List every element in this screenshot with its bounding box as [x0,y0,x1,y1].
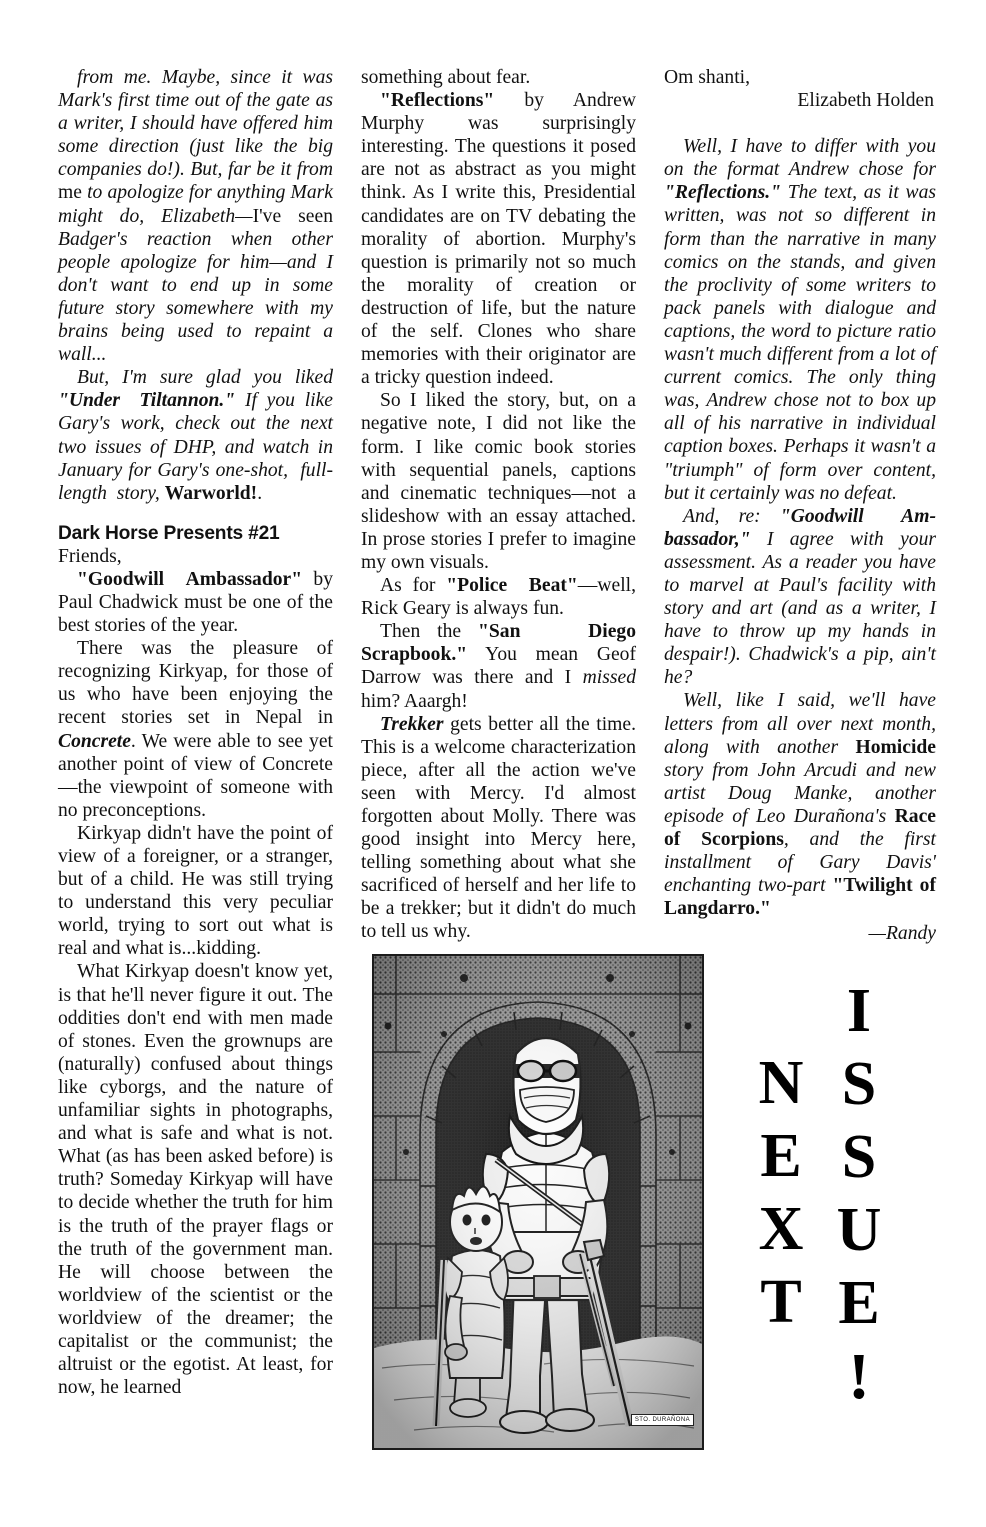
paragraph: Well, like I said, we'll have letters from all over next month, along with another Homicide story from John Arcudi and new artist Doug Manke, another episode of Leo Durañona's Race of Scorpions, and the first installment of Gary Davis' enchanting two-part "Twilight of Langdarro." [664,690,937,920]
illustration-artwork [374,956,702,1448]
letter: S [841,1123,877,1191]
letter: U [836,1196,882,1264]
section-heading-dhp: Dark Horse Presents #21 [58,522,280,544]
next-issue-banner [748,975,928,1413]
letter-continuation-italic [58,66,333,505]
letter: ! [848,1340,870,1413]
paragraph: something about fear. [361,67,531,88]
paragraph: "Reflections" by Andrew Murphy was surprisingly interesting. The questions it posed are not as abstract as you might think. As I write this, Presidential candidates are on TV debating the morality of abortion. Murphy's question is primarily not so much the morality of creation or destruction of life, but the nature of the self. Clones who share memories with their originator are a tricky question indeed. [361,90,636,389]
letter: S [841,1050,877,1118]
paragraph: "Goodwill Ambassador" by Paul Chadwick must be one of the best stories of the year. [58,568,333,637]
paragraph: So I liked the story, but, on a negative note, I did not like the form. I like comic book stories with sequential panels, captions and cinematic techniques—not a slideshow with an essay attached. In prose stories I prefer to imagine my own visuals. [361,390,636,573]
letter: E [760,1122,802,1190]
paragraph: Kirkyap didn't have the point of view of a foreigner, or a stranger, but of a child. He was still trying to understand this very peculiar world, trying to sort out what is real and what is...kidding. [58,822,333,960]
letter: T [760,1268,802,1336]
letter: I [846,977,872,1045]
spacer [664,112,936,135]
artist-credit-box: STO. DURAÑONA [631,1414,694,1426]
letter: E [838,1269,880,1337]
paragraph: There was the pleasure of recognizing Kirkyap, for those of us who have been enjoying the recent stories set in Nepal in Concrete. We were able to see yet another point of view of Concrete—the viewpoint of someone with no preconceptions. [58,638,333,821]
paragraph: Trekker gets better all the time. This is a welcome characterization piece, after all the action we've seen with Mercy. I'd almost forgotten about Molly. There was good insight into Mercy here, telling something about what she sacrificed of herself and her life to be a trekker; but it didn't do much to tell us why. [361,713,636,943]
column-1 [58,66,333,1399]
letter-signoff: Om shanti, [664,67,750,88]
salutation: Friends, [58,545,122,567]
editor-reply [664,135,936,920]
comic-illustration [372,954,704,1450]
letter: N [758,1049,804,1117]
next-issue-word-next [748,1047,814,1339]
paragraph: As for "Police Beat"—well, Rick Geary is always fun. [361,575,636,620]
paragraph: Well, I have to differ with you on the format Andrew chose for "Reflections." The text, as it was written, was not so different in form than the narrative in many comics on the stands, and given the proclivity of some writers to pack panels with dialogue and captions, the word to picture ratio wasn't much different from a lot of current comics. The only thing was, Andrew chose not to box up all of his narrative in individual caption boxes. Perhaps it wasn't a "triumph" of form over content, but it certainly was no defeat. [664,136,936,504]
paragraph: from me. Maybe, since it was Mark's first time out of the gate as a writer, I should have offered him some direction (just like the big companies do!). But, far be it from me to apologize for anything Mark might do, Elizabeth—I've seen Badger's reaction when other people apologize for him—and I don't want to end up in some future story somewhere with my brains being used to repaint a wall... [58,67,333,366]
next-issue-word-issue [826,975,892,1413]
letter-signature: Elizabeth Holden [797,90,934,112]
letter: X [758,1195,804,1263]
paragraph: What Kirkyap doesn't know yet, is that he'll never figure it out. The oddities don't end with men made of stones. Even the grownups are (naturally) confused about things like cyborgs, and the nature of unfamiliar sights in photographs, and what is safe and what is not. What (as has been asked before) is truth? Someday Kirkyap will have to decide whether the truth for him is the truth of the prayer flags or the truth of the government man. He will choose between the worldview of the scientist or the worldview of the dreamer; the capitalist or the communist; the altruist or the egotist. At least, for now, he learned [58,961,333,1399]
editor-signature: —Randy [868,923,936,945]
paragraph: But, I'm sure glad you liked "Under Tiltannon." If you like Gary's work, check out the next two issues of DHP, and watch in January for Gary's one-shot, full-length story, Warworld!. [58,367,333,504]
paragraph: Then the "San Diego Scrapbook." You mean Geof Darrow was there and I missed him? Aaargh! [361,621,636,712]
paragraph: And, re: "Goodwill Am-bassador," I agree with your assessment. As a reader you have to marvel at Paul's facility with story and art (and as a writer, I have to throw up my hands in despair!). Chadwick's a pip, ain't he? [664,505,936,689]
